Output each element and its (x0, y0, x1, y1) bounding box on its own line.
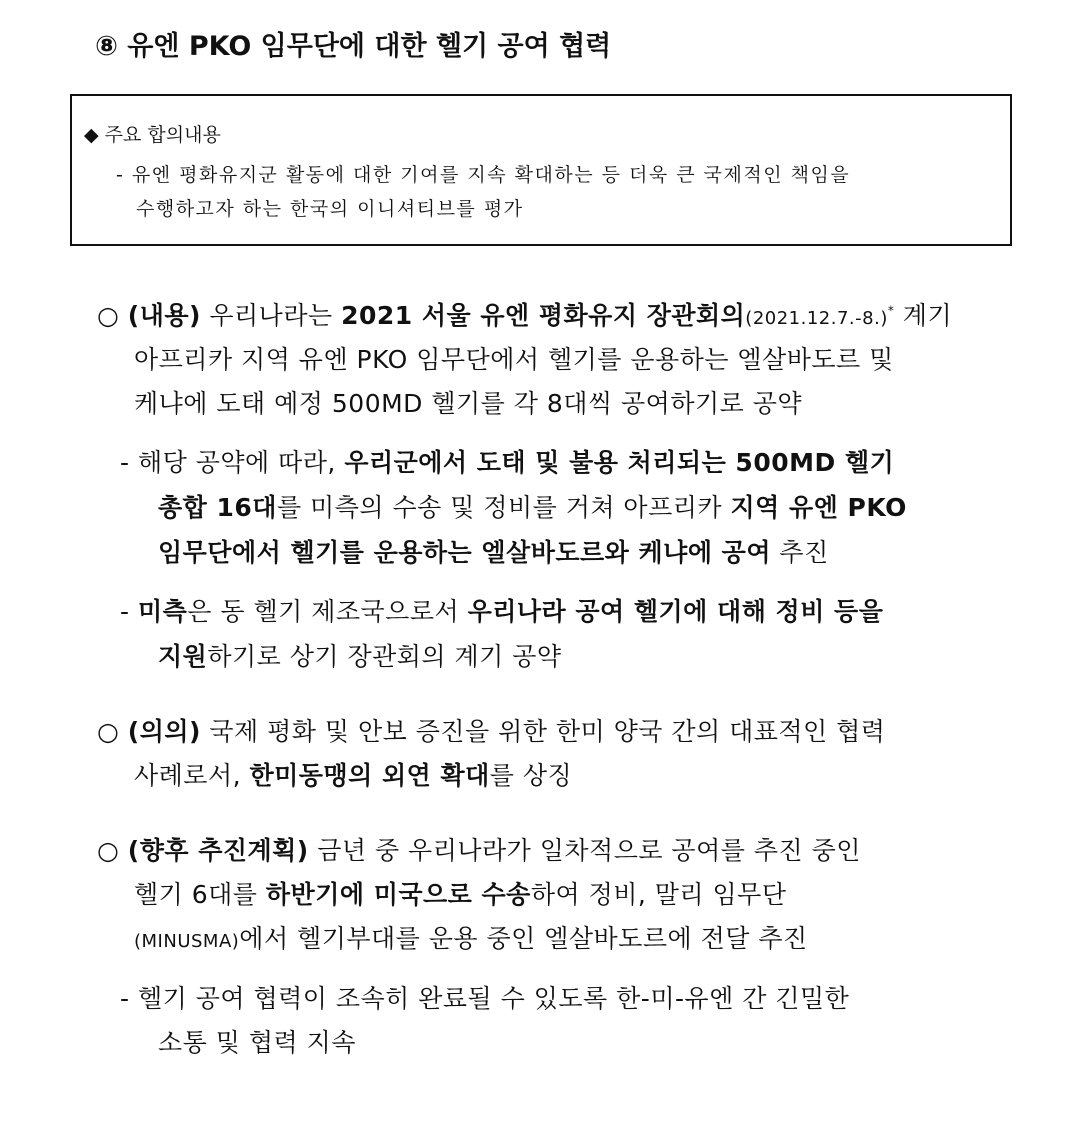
text-run: 추진 (770, 538, 829, 567)
section-content-line-2: 아프리카 지역 유엔 PKO 임무단에서 헬기를 운용하는 엘살바도르 및 (134, 345, 894, 374)
sub-item-1-line-2 (158, 488, 907, 524)
section-significance-line-2 (134, 756, 572, 792)
sub-item-2-line-1 (120, 592, 883, 628)
text-run: 를 미측의 수송 및 정비를 거쳐 아프리카 (276, 493, 731, 522)
text-run: 하여 정비, 말리 임무단 (530, 880, 787, 909)
text-run: 하기로 상기 장관회의 계기 공약 (207, 642, 562, 671)
text-run: - 해당 공약에 따라, (120, 448, 345, 477)
emphasis: 한미동맹의 외연 확대 (249, 761, 490, 790)
summary-line-2: 수행하고자 하는 한국의 이니셔티브를 평가 (136, 198, 524, 220)
summary-title (84, 120, 221, 147)
emphasis: 2021 서울 유엔 평화유지 장관회의 (341, 301, 746, 330)
section-tag: (의의) (127, 717, 201, 746)
emphasis: 우리군에서 도태 및 불용 처리되는 500MD 헬기 (344, 448, 895, 477)
section-tag: (내용) (127, 301, 201, 330)
emphasis: 총합 16대 (158, 493, 277, 522)
text-run: - (120, 597, 138, 626)
text-run: 은 동 헬기 제조국으로서 (187, 597, 468, 626)
emphasis: 지원 (158, 642, 208, 671)
text-run: 사례로서, (134, 761, 250, 790)
mission-acronym: (MINUSMA) (134, 931, 240, 952)
circle-bullet-icon: ○ (97, 717, 120, 746)
emphasis: 미측 (137, 597, 188, 626)
sub-item-3-line-1: - 헬기 공여 협력이 조속히 완료될 수 있도록 한-미-유엔 간 긴밀한 (120, 984, 850, 1013)
text-run: 국제 평화 및 안보 증진을 위한 한미 양국 간의 대표적인 협력 (200, 717, 886, 746)
text-run: 계기 (894, 301, 953, 330)
summary-line-1: - 유엔 평화유지군 활동에 대한 기여를 지속 확대하는 등 더욱 큰 국제적인 책임을 (116, 164, 851, 186)
circle-bullet-icon: ○ (97, 836, 120, 865)
text-run: 를 상징 (489, 761, 573, 790)
sub-item-1-line-3 (158, 533, 829, 569)
diamond-icon: ◆ (84, 124, 99, 146)
section-content-line-1 (97, 296, 952, 332)
section-plan-line-2 (134, 875, 786, 911)
text-run: 금년 중 우리나라가 일차적으로 공여를 추진 중인 (308, 836, 861, 865)
section-significance-line-1 (97, 712, 885, 748)
emphasis: 우리나라 공여 헬기에 대해 정비 등을 (467, 597, 884, 626)
section-tag: (향후 추진계획) (127, 836, 309, 865)
section-plan-line-3 (134, 919, 808, 955)
emphasis: 지역 유엔 PKO (730, 493, 907, 522)
summary-box (70, 94, 1012, 246)
sub-item-2-line-2 (158, 637, 562, 673)
sub-item-3-line-2: 소통 및 협력 지속 (158, 1028, 356, 1057)
section-plan-line-1 (97, 831, 861, 867)
footnote-marker: * (887, 303, 895, 318)
emphasis: 임무단에서 헬기를 운용하는 엘살바도르와 케냐에 공여 (158, 538, 771, 567)
emphasis: 하반기에 미국으로 수송 (265, 880, 531, 909)
text-run: 에서 헬기부대를 운용 중인 엘살바도르에 전달 추진 (239, 924, 808, 953)
section-content-line-3: 케냐에 도태 예정 500MD 헬기를 각 8대씩 공여하기로 공약 (134, 389, 803, 418)
date-range: (2021.12.7.-8.) (745, 308, 888, 329)
circle-bullet-icon: ○ (97, 301, 120, 330)
text-run: 우리나라는 (200, 301, 342, 330)
sub-item-1-line-1 (120, 443, 894, 479)
text-run: 헬기 6대를 (134, 880, 266, 909)
page-heading: ⑧ 유엔 PKO 임무단에 대한 헬기 공여 협력 (95, 31, 612, 62)
summary-title-text: 주요 합의내용 (104, 124, 221, 146)
